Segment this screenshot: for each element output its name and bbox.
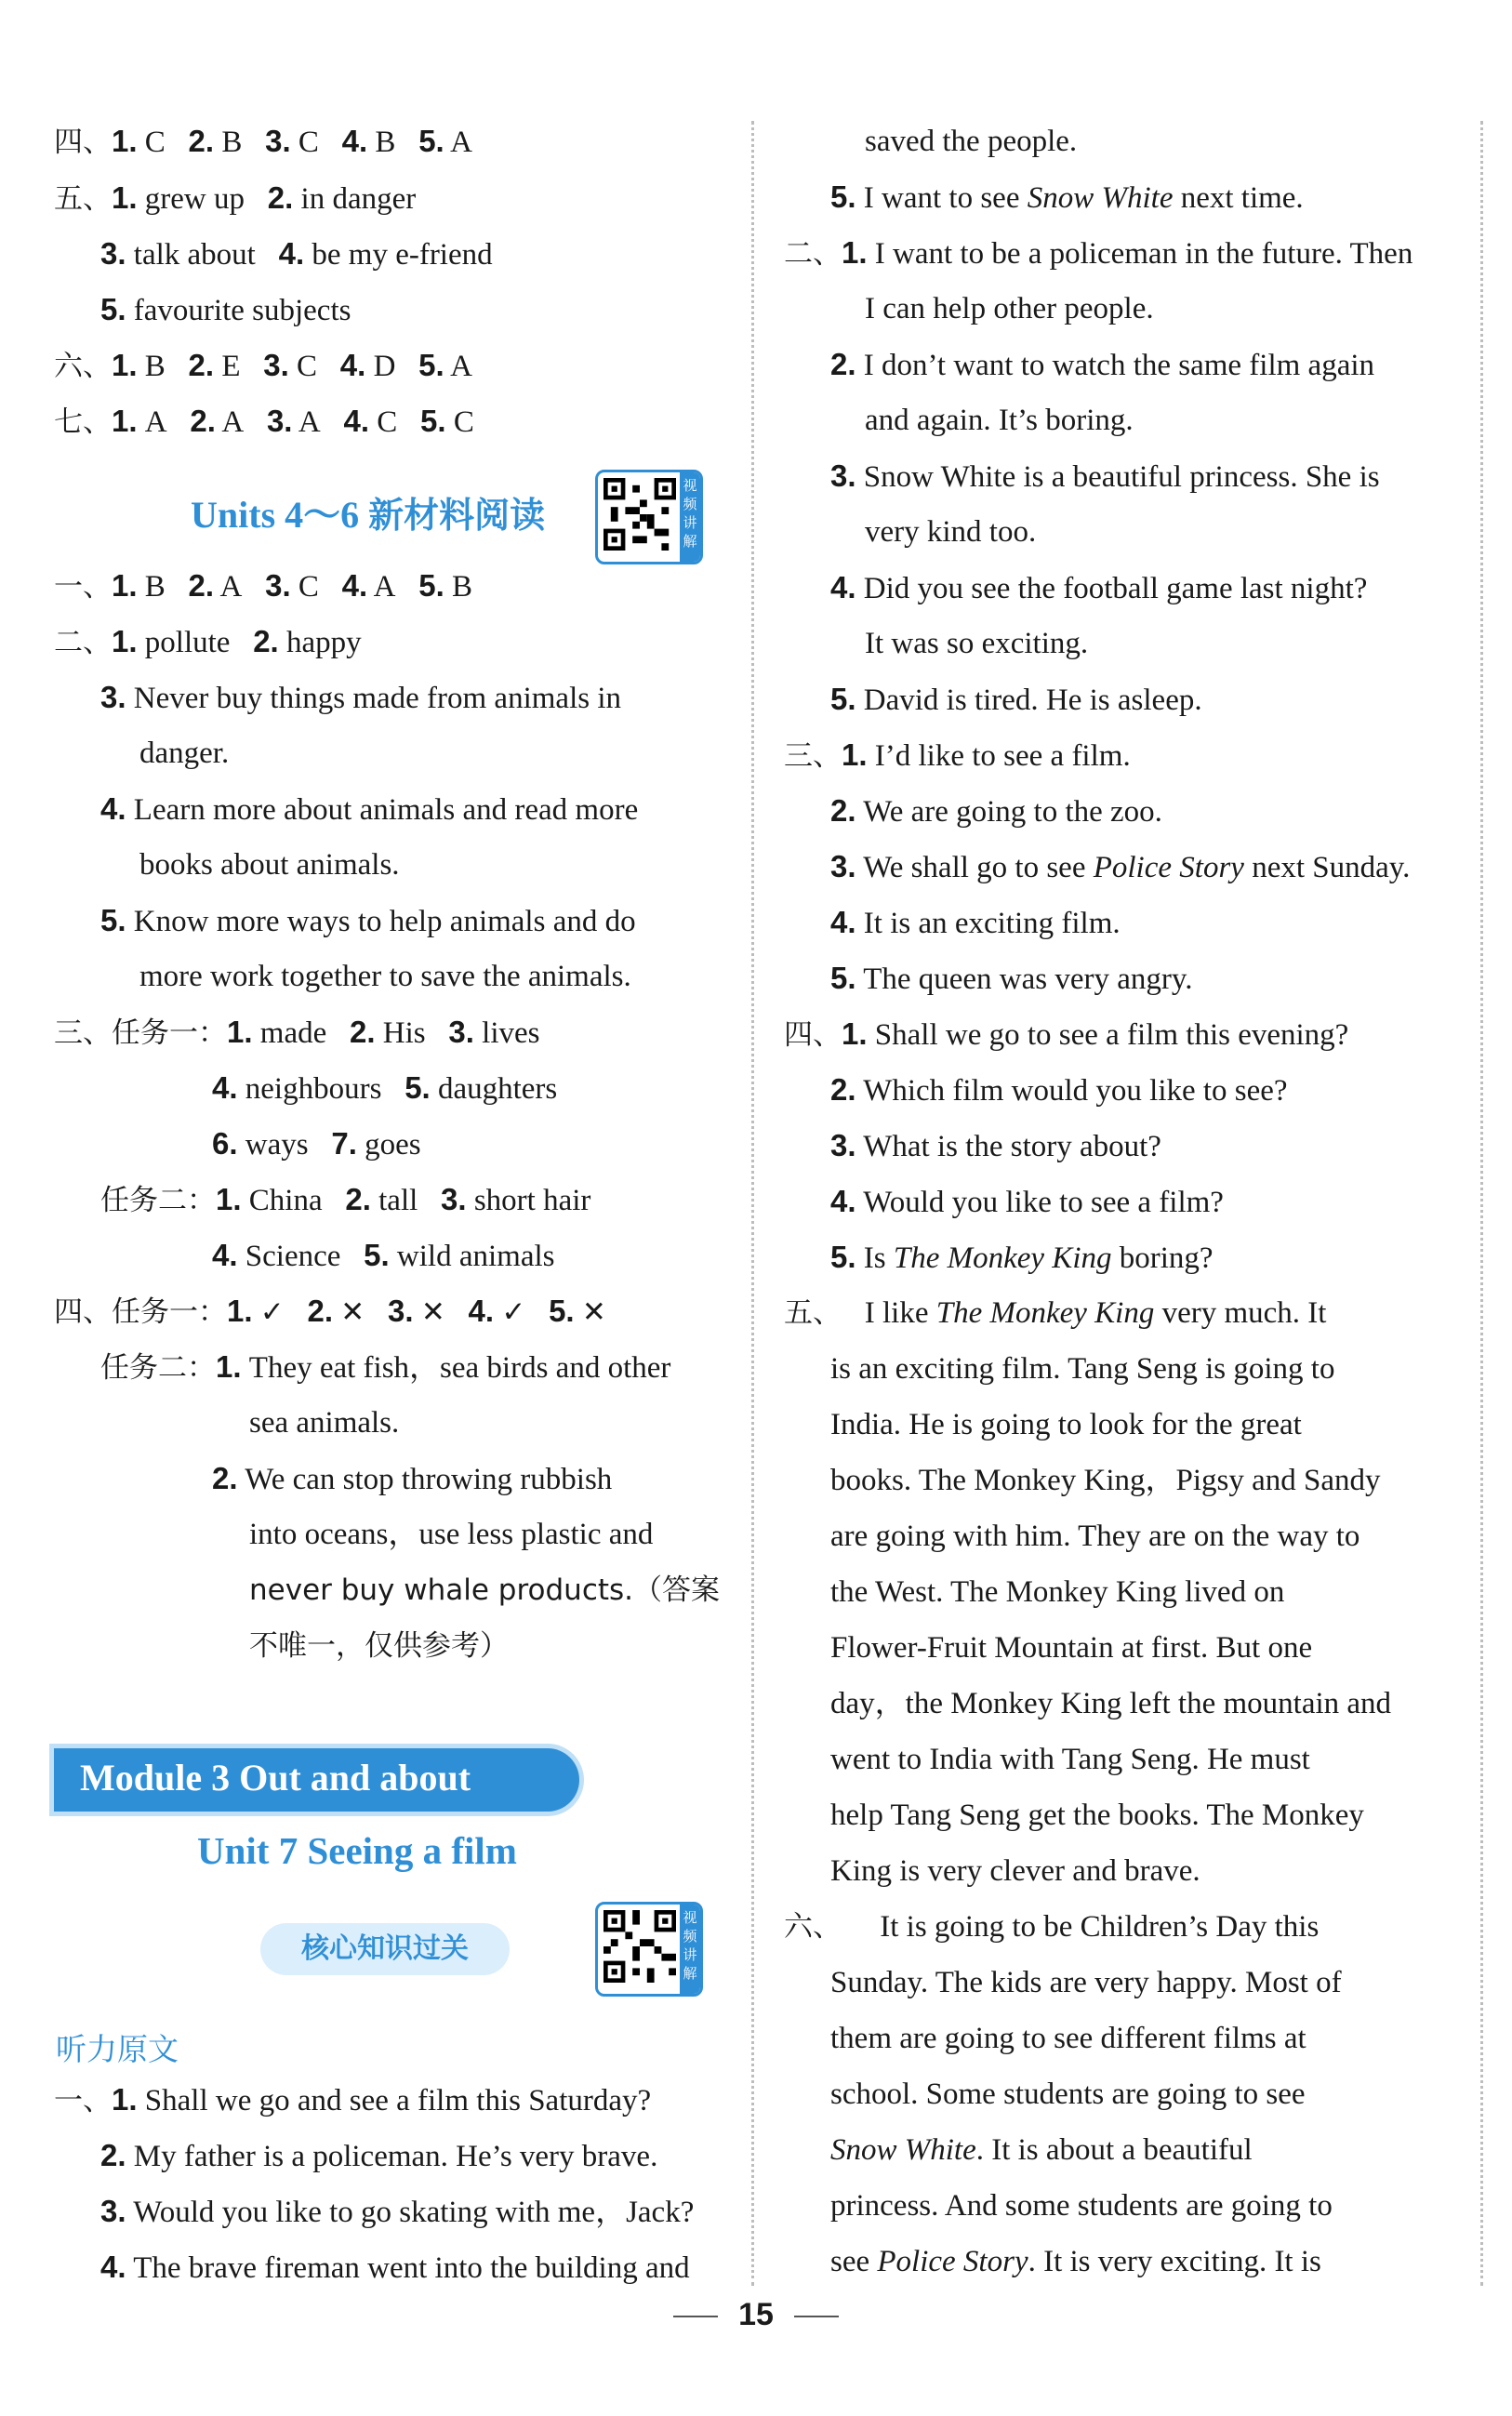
- r5-5: are going with him. They are on the way to: [830, 1520, 1360, 1553]
- r2-1b: I can help other people.: [865, 292, 1154, 325]
- reading-row-2c: 4. Learn more about animals and read more: [100, 791, 639, 827]
- r2-2a: 2. I don’t want to watch the same film again: [830, 347, 1375, 382]
- reading-row-3e: 4. Science 5. wild animals: [212, 1238, 555, 1273]
- reading-row-4c-cont2: never buy whale products.（答案: [249, 1573, 721, 1607]
- r4-3: 3. What is the story about?: [830, 1128, 1161, 1163]
- page-number-dash-right: [794, 2316, 839, 2317]
- listening-row-3: 3. Would you like to go skating with me，Jack?: [100, 2194, 695, 2229]
- module-banner: [54, 1748, 579, 1812]
- right-edge-divider: [1480, 121, 1483, 2286]
- r3-3: 3. We shall go to see Police Story next Sunday.: [830, 849, 1411, 884]
- r5-1: 五、 I like The Monkey King very much. It: [784, 1296, 1327, 1330]
- listening-heading: 听力原文: [56, 2031, 179, 2067]
- r6-3: them are going to see different films at: [830, 2022, 1306, 2055]
- r3-2: 2. We are going to the zoo.: [830, 793, 1162, 829]
- r2-4a: 4. Did you see the football game last night?: [830, 570, 1368, 605]
- answer-row-5b: 3. talk about 4. be my e-friend: [100, 236, 493, 272]
- r3-4: 4. It is an exciting film.: [830, 905, 1121, 940]
- reading-row-2c-cont: books about animals.: [139, 848, 400, 882]
- r-line-0: saved the people.: [865, 125, 1078, 158]
- reading-row-2d-cont: more work together to save the animals.: [139, 960, 631, 993]
- qr-code-icon: [603, 478, 676, 551]
- answer-row-4: 四、1. C 2. B 3. C 4. B 5. A: [54, 124, 472, 159]
- reading-row-2d: 5. Know more ways to help animals and do: [100, 903, 636, 938]
- reading-row-4c-cont3: 不唯一，仅供参考）: [249, 1629, 509, 1663]
- reading-row-4c: 2. We can stop throwing rubbish: [212, 1461, 613, 1496]
- r5-8: day，the Monkey King left the mountain and: [830, 1687, 1392, 1720]
- r5-3: India. He is going to look for the great: [830, 1408, 1302, 1441]
- reading-row-4c-cont1: into oceans，use less plastic and: [249, 1518, 654, 1551]
- listening-row-1: 一、1. Shall we go and see a film this Saturday?: [54, 2082, 652, 2117]
- module-title: Module 3 Out and about: [80, 1757, 471, 1799]
- unit-title: Unit 7 Seeing a film: [197, 1829, 517, 1872]
- reading-row-4b-cont: sea animals.: [249, 1406, 400, 1440]
- units-heading: Units 4～6 新材料阅读: [191, 494, 546, 536]
- reading-row-1: 一、1. B 2. A 3. C 4. A 5. B: [54, 568, 473, 604]
- answer-row-5a: 五、1. grew up 2. in danger: [54, 180, 417, 216]
- reading-row-2b: 3. Never buy things made from animals in: [100, 680, 621, 715]
- r2-1a: 二、1. I want to be a policeman in the future. Then: [784, 235, 1413, 271]
- reading-row-4a: 四、任务一：1. ✓ 2. ✕ 3. ✕ 4. ✓ 5. ✕: [54, 1294, 606, 1329]
- page-number: 15: [0, 2297, 1512, 2333]
- answer-row-6: 六、1. B 2. E 3. C 4. D 5. A: [54, 348, 472, 383]
- r2-2b: and again. It’s boring.: [865, 404, 1134, 437]
- reading-row-4b: 任务二：1. They eat fish，sea birds and other: [100, 1349, 671, 1385]
- reading-row-3d: 任务二：1. China 2. tall 3. short hair: [100, 1182, 591, 1217]
- qr-code-video[interactable]: [595, 470, 703, 564]
- r6-1: 六、 It is going to be Children’s Day this: [784, 1910, 1320, 1944]
- r5-7: Flower-Fruit Mountain at first. But one: [830, 1631, 1313, 1665]
- r5-10: help Tang Seng get the books. The Monkey: [830, 1799, 1364, 1832]
- r2-3b: very kind too.: [865, 515, 1037, 549]
- r6-5: Snow White. It is about a beautiful: [830, 2133, 1253, 2167]
- reading-row-3b: 4. neighbours 5. daughters: [212, 1070, 558, 1106]
- r6-6: princess. And some students are going to: [830, 2189, 1333, 2223]
- r2-5: 5. David is tired. He is asleep.: [830, 682, 1202, 717]
- r6-4: school. Some students are going to see: [830, 2077, 1306, 2111]
- r4-4: 4. Would you like to see a film?: [830, 1184, 1224, 1219]
- listening-row-4: 4. The brave fireman went into the building and: [100, 2250, 690, 2285]
- r5-6: the West. The Monkey King lived on: [830, 1575, 1285, 1609]
- r-line-5: 5. I want to see Snow White next time.: [830, 179, 1304, 215]
- r4-1: 四、1. Shall we go to see a film this evening?: [784, 1016, 1349, 1052]
- qr-tag: 视频讲解: [680, 472, 700, 562]
- r3-1: 三、1. I’d like to see a film.: [784, 737, 1131, 773]
- r3-5: 5. The queen was very angry.: [830, 961, 1193, 996]
- r6-7: see Police Story. It is very exciting. It is: [830, 2245, 1321, 2278]
- page-number-dash-left: [673, 2316, 718, 2317]
- core-knowledge-pill: 核心知识过关: [260, 1923, 510, 1975]
- r5-11: King is very clever and brave.: [830, 1854, 1200, 1888]
- r5-4: books. The Monkey King，Pigsy and Sandy: [830, 1464, 1381, 1497]
- qr-tag: 视频讲解: [680, 1905, 700, 1994]
- reading-row-3c: 6. ways 7. goes: [212, 1126, 421, 1162]
- r6-2: Sunday. The kids are very happy. Most of: [830, 1966, 1342, 1999]
- reading-row-2a: 二、1. pollute 2. happy: [54, 624, 362, 659]
- r4-5: 5. Is The Monkey King boring?: [830, 1240, 1214, 1275]
- column-divider: [751, 121, 754, 2286]
- r5-2: is an exciting film. Tang Seng is going to: [830, 1352, 1335, 1386]
- qr-code-icon: [603, 1910, 676, 1983]
- answer-row-7: 七、1. A 2. A 3. A 4. C 5. C: [54, 404, 474, 439]
- qr-code-video-2[interactable]: [595, 1902, 703, 1997]
- reading-row-2b-cont: danger.: [139, 737, 230, 770]
- r5-9: went to India with Tang Seng. He must: [830, 1743, 1310, 1776]
- listening-row-2: 2. My father is a policeman. He’s very brave.: [100, 2138, 658, 2173]
- r4-2: 2. Which film would you like to see?: [830, 1072, 1288, 1108]
- r2-4b: It was so exciting.: [865, 627, 1089, 660]
- r2-3a: 3. Snow White is a beautiful princess. She is: [830, 458, 1380, 494]
- answer-row-5c: 5. favourite subjects: [100, 292, 351, 327]
- reading-row-3a: 三、任务一：1. made 2. His 3. lives: [54, 1015, 540, 1050]
